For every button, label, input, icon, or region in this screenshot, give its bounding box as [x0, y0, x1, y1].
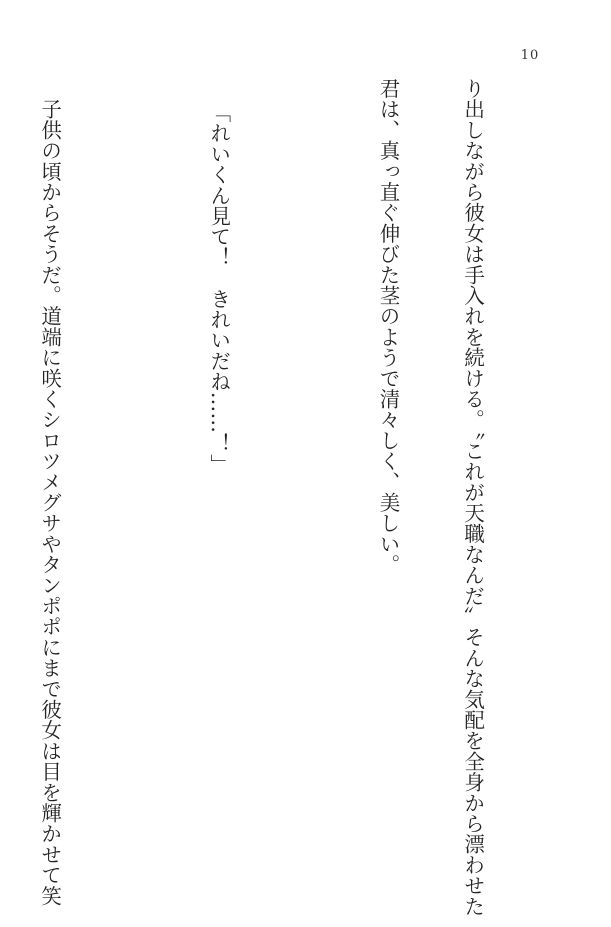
page-number: 10	[520, 48, 540, 63]
vertical-text-block	[0, 78, 543, 917]
paragraph-gap	[120, 78, 148, 800]
text-line-4: 子供の頃からそうだ。道端に咲くシロツメグサやタンポポにまで彼女は目を輝かせて笑	[37, 78, 62, 906]
paragraph-gap	[289, 78, 317, 800]
text-line-2: 君は、真っ直ぐ伸びた茎のようで清々しく、美しい。	[375, 78, 400, 575]
dialogue-line: 「れいくん見て！ きれいだね……！」	[206, 102, 231, 475]
text-line-1: り出しながら彼女は手入れを続ける。〝これが天職なんだ〟そんな気配を全身から漂わせた	[460, 78, 485, 917]
